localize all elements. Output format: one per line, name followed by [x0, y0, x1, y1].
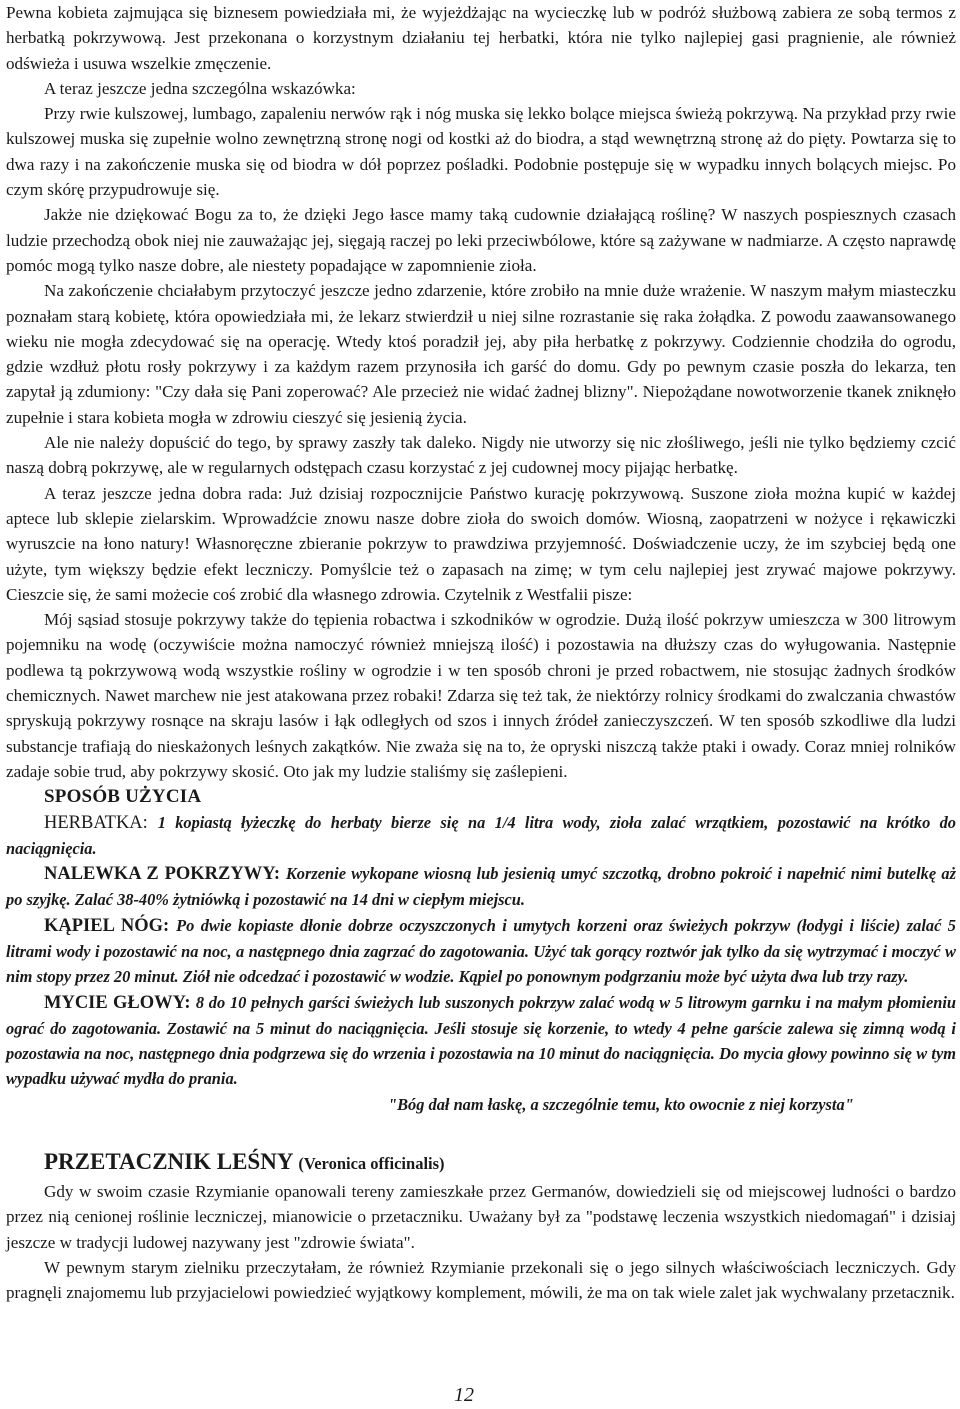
recipe-nalewka-label: NALEWKA Z POKRZYWY: — [44, 864, 286, 885]
section-title — [6, 1147, 956, 1179]
recipe-kapiel — [6, 913, 956, 990]
recipe-mycie-label: MYCIE GŁOWY: — [44, 992, 196, 1013]
quote: "Bóg dał nam łaskę, a szczególnie temu, kto owocnie z niej korzysta" — [388, 1094, 854, 1114]
recipe-kapiel-text: Po dwie kopiaste dłonie dobrze oczyszczonych i umytych korzeni oraz świeżych pokrzyw (łodygi i liście) zalać 5 litrami wody i pozostawić na noc, a następnego dnia zagrzać do zagotowania. Użyć tak gorący roztwór jak tylko da się wytrzymać i moczyć w nim stopy przez 20 minut. Ziół nie odcedzać i pozostawić w wodzie. Kąpiel po ponownym podgrzaniu może być użyta dwa lub trzy razy. — [6, 915, 956, 987]
page-number: 12 — [454, 1384, 474, 1406]
recipe-mycie-text: 8 do 10 pełnych garści świeżych lub suszonych pokrzyw zalać wodą w 5 litrowym garnku i na małym płomieniu ograć do zagotowania. Zostawić na 5 minut do naciągnięcia. Jeśli stosuje się korzenie, to wtedy 4 pełne garście zalewa się zimną wodą i pozostawia na noc, następnego dnia podgrzewa się do wrzenia i pozostawia na 10 minut do naciągnięcia. Do mycia głowy powinno się w tym wypadku używać mydła do prania. — [6, 992, 956, 1089]
recipe-mycie — [6, 990, 956, 1092]
paragraph-termos: Pewna kobieta zajmująca się biznesem powiedziała mi, że wyjeżdżając na wycieczkę lub w podróż służbową zabiera ze sobą termos z herbatką pokrzywową. Jest przekonana o korzystnym działaniu tej herbatki, która nie tylko najlepiej gasi pragnienie, ale również odświeża i usuwa wszelkie zmęczenie. — [6, 3, 956, 73]
section-spacer — [6, 1117, 956, 1141]
paragraph-gratitude: Jakże nie dziękować Bogu za to, że dzięki Jego łasce mamy taką cudownie działającą roślinę? W naszych pospiesznych czasach ludzie przechodzą obok niej nie zauważając jej, sięgają raczej po leki przeciwbólowe, które są zażywane w nadmiarze. A często naprawdę pomóc mogą tylko nasze dobre, ale niestety popadające w zapomnienie zioła. — [6, 205, 956, 275]
paragraph-prevention: Ale nie należy dopuścić do tego, by sprawy zaszły tak daleko. Nigdy nie utworzy się nic złośliwego, jeśli nie tylko będziemy czcić naszą dobrą pokrzywę, ale w regularnych odstępach czasu korzystać z jej cudownej mocy pijając herbatkę. — [6, 433, 956, 478]
paragraph-herbal: W pewnym starym zielniku przeczytałam, że również Rzymianie przekonali się o jego silnych właściwościach leczniczych. Gdy pragnęli znajomemu lub przyjacielowi powiedzieć wyjątkowy komplement, mówili, że ma on tak wiele zalet jak wychwalany przetacznik. — [6, 1257, 956, 1303]
recipe-herbatka — [6, 810, 956, 862]
paragraph-tip-intro: A teraz jeszcze jedna szczególna wskazówka: — [44, 78, 356, 98]
recipe-kapiel-label: KĄPIEL NÓG: — [44, 915, 177, 936]
section-title-text: PRZETACZNIK LEŚNY — [44, 1149, 299, 1175]
recipe-nalewka — [6, 861, 956, 913]
recipe-nalewka-text: Korzenie wykopane wiosną lub jesienią umyć szczotką, drobno pokroić i napełnić nimi butelkę aż po szyjkę. Zalać 38-40% żytniówką i pozostawić na 14 dni w ciepłym miejscu. — [6, 864, 956, 910]
usage-heading: SPOSÓB UŻYCIA — [44, 786, 202, 808]
paragraph-sciatica: Przy rwie kulszowej, lumbago, zapaleniu nerwów rąk i nóg muska się lekko bolące miejsca świeżą pokrzywą. Na przykład przy rwie kulszowej muska się zupełnie wolno zewnętrzną stronę nogi od kostki aż do biodra, a stąd wewnętrzną stronę aż do pięty. Powtarza się to dwa razy i na zakończenie muska się od biodra w dół poprzez pośladki. Podobnie postępuje się w wypadku innych bolących miejsc. Po czym skórę przypudrowuje się. — [6, 104, 956, 200]
paragraph-neighbor: Mój sąsiad stosuje pokrzywy także do tępienia robactwa i szkodników w ogrodzie. Dużą ilość pokrzyw umieszcza w 300 litrowym pojemniku na wodę (oczywiście można namoczyć również mniejszą ilość) i pozostawia na dłuższy czas do wyługowania. Następnie podlewa tą pokrzywową wodą wszystkie rośliny w ogrodzie i w ten sposób chroni je przed robactwem, nie stosując żadnych środków chemicznych. Nawet marchew nie jest atakowana przez robaki! Zdarza się też tak, że niektórzy rolnicy środkami do zwalczania chwastów spryskują pokrzywy rosnące na skraju lasów i łąk odległych od szos i innych źródeł zanieczyszczeń. W ten sposób szkodliwe dla ludzi substancje trafiają do nieskażonych leśnych zakątków. Nie zważa się na to, że opryski niszczą także ptaki i owady. Coraz mniej rolników zadaje sobie trud, aby pokrzywy skosić. Oto jak my ludzie staliśmy się zaślepieni. — [6, 610, 956, 781]
paragraph-romans: Gdy w swoim czasie Rzymianie opanowali tereny zamieszkałe przez Germanów, dowiedzieli się od miejscowej ludności o bardzo przez nią cenionej roślinie leczniczej, mianowicie o przetaczniku. Uważany był za "podstawę leczenia wszystkich niedomagań" i dzisiaj jeszcze w tradycji ludowej nazywany jest "zdrowie świata". — [6, 1182, 956, 1252]
recipe-herbatka-text: 1 kopiastą łyżeczkę do herbaty bierze się na 1/4 litra wody, zioła zalać wrzątkiem, pozostawić na krótko do naciągnięcia. — [6, 812, 957, 858]
section-title-latin: (Veronica officinalis) — [298, 1154, 445, 1174]
page-content — [6, 0, 956, 1306]
paragraph-advice: A teraz jeszcze jedna dobra rada: Już dzisiaj rozpocznijcie Państwo kurację pokrzywową. Suszone zioła można kupić w każdej aptece lub sklepie zielarskim. Wprowadźcie znowu nasze dobre zioła do swoich domów. Wiosną, zaopatrzeni w nożyce i rękawiczki wyruszcie na łono natury! Własnoręczne zbieranie pokrzyw to prawdziwa przyjemność. Doświadczenie uczy, że im szybciej będą one użyte, tym większy będzie efekt leczniczy. Pomyślcie też o zapasach na zimę; w tym celu najlepiej jest zrywać majowe pokrzywy. Cieszcie się, że sami możecie coś zrobić dla własnego zdrowia. Czytelnik z Westfalii pisze: — [6, 483, 956, 604]
recipe-herbatka-label: HERBATKA: — [44, 812, 158, 833]
paragraph-story: Na zakończenie chciałabym przytoczyć jeszcze jedno zdarzenie, które zrobiło na mnie duże wrażenie. W naszym małym miasteczku poznałam starą kobietę, która opowiedziała mi, że lekarz stwierdził u niej silne rozrastanie się raka żołądka. Z powodu zaawansowanego wieku nie mogła zdecydować się na operację. Wtedy ktoś poradził jej, aby piła herbatkę z pokrzywy. Codziennie chodziła do ogrodu, gdzie wzdłuż płotu rosły pokrzywy i za każdym razem przynosiła ich garść do domu. Gdy po pewnym czasie poszła do lekarza, ten zapytał ją zdumiony: "Czy dała się Pani zoperować? Ale przecież nie widać żadnej blizny". Niepożądane nowotworzenie tkanek zniknęło zupełnie i stara kobieta mogła w zdrowiu cieszyć się jesienią życia. — [6, 281, 956, 427]
